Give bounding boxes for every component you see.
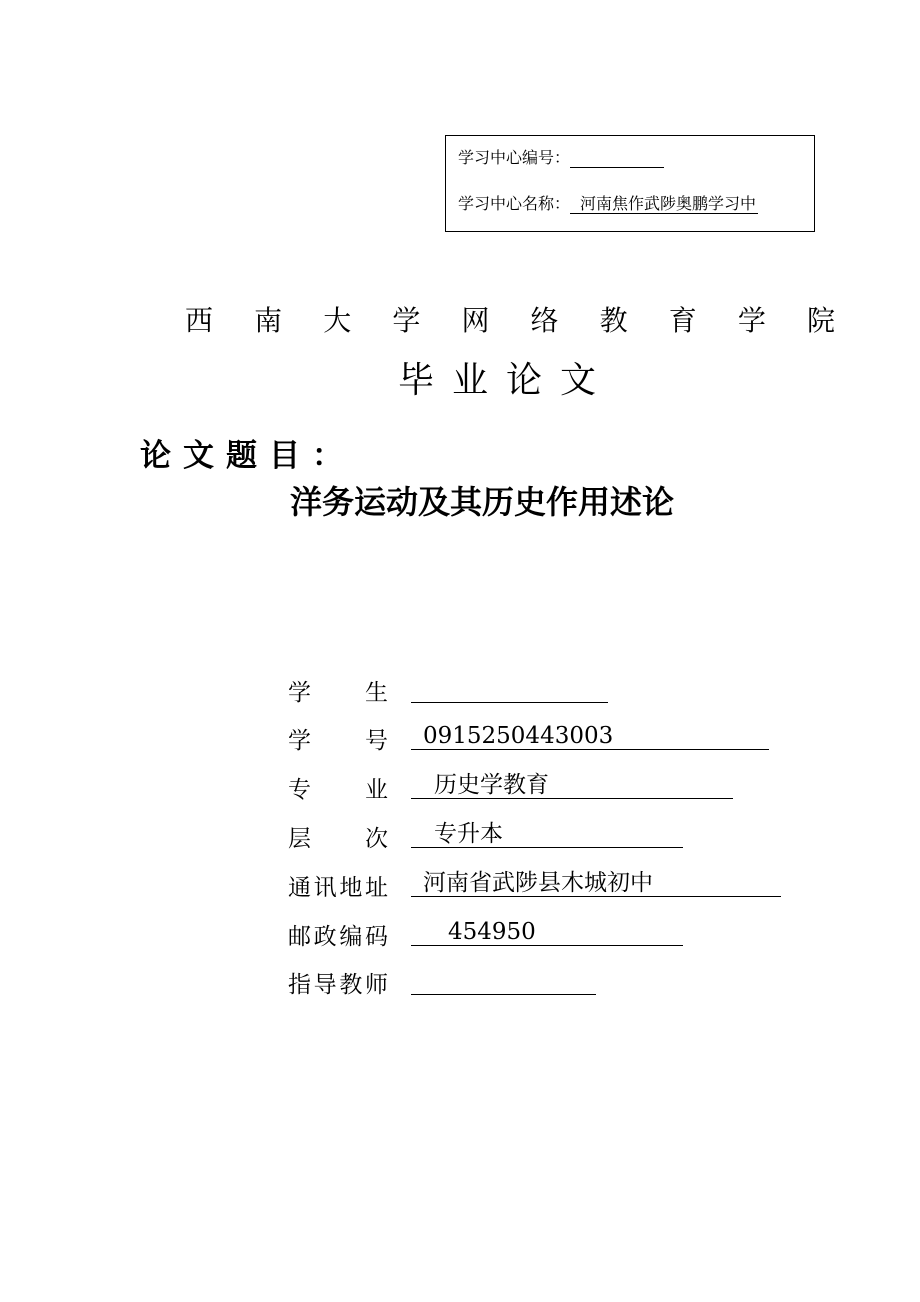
thesis-title: 洋务运动及其历史作用述论 bbox=[290, 483, 675, 521]
info-label-advisor bbox=[288, 966, 388, 999]
label-char: 师 bbox=[364, 972, 388, 998]
label-char: 教 bbox=[339, 972, 363, 998]
info-value-postal-code: 454950 bbox=[411, 918, 683, 946]
institution-char: 西 bbox=[185, 304, 214, 337]
learning-center-box bbox=[445, 135, 815, 232]
info-label-level bbox=[288, 820, 388, 853]
info-value-advisor bbox=[411, 966, 596, 995]
institution-char: 教 bbox=[599, 304, 628, 337]
label-char: 址 bbox=[364, 875, 388, 901]
institution-char: 院 bbox=[806, 304, 835, 337]
institution-name bbox=[185, 303, 835, 339]
label-char: 号 bbox=[365, 728, 388, 754]
label-char: 学 bbox=[288, 728, 311, 754]
info-value-address: 河南省武陟县木城初中 bbox=[411, 869, 781, 897]
learning-center-number-label: 学习中心编号： bbox=[458, 148, 571, 167]
thesis-title-label: 论文题目： bbox=[140, 438, 355, 474]
label-char: 次 bbox=[365, 826, 388, 852]
institution-char: 学 bbox=[737, 304, 766, 337]
info-value-student bbox=[411, 674, 608, 703]
info-label-address bbox=[288, 869, 388, 902]
learning-center-name-value: 河南焦作武陟奥鹏学习中 bbox=[570, 195, 758, 214]
info-value-major: 历史学教育 bbox=[411, 771, 733, 799]
institution-char: 学 bbox=[392, 304, 421, 337]
label-char: 讯 bbox=[313, 875, 337, 901]
institution-char: 南 bbox=[254, 304, 283, 337]
document-type-heading: 毕业论文 bbox=[398, 360, 615, 401]
institution-char: 大 bbox=[323, 304, 352, 337]
label-char: 政 bbox=[313, 924, 337, 950]
institution-char: 网 bbox=[461, 304, 490, 337]
label-char: 层 bbox=[288, 826, 311, 852]
label-char: 指 bbox=[288, 972, 311, 998]
info-label-major bbox=[288, 771, 388, 804]
label-char: 编 bbox=[339, 924, 363, 950]
label-char: 学 bbox=[288, 680, 311, 706]
info-label-student bbox=[288, 674, 388, 707]
learning-center-number-value bbox=[570, 150, 664, 168]
label-char: 生 bbox=[365, 680, 388, 706]
learning-center-name-row bbox=[458, 191, 758, 214]
label-char: 专 bbox=[288, 777, 311, 803]
label-char: 邮 bbox=[288, 924, 311, 950]
institution-char: 络 bbox=[530, 304, 559, 337]
info-value-student-id: 0915250443003 bbox=[411, 722, 769, 750]
label-char: 地 bbox=[339, 875, 363, 901]
label-char: 码 bbox=[364, 924, 388, 950]
institution-char: 育 bbox=[668, 304, 697, 337]
learning-center-name-label: 学习中心名称： bbox=[458, 194, 571, 213]
label-char: 导 bbox=[313, 972, 337, 998]
label-char: 业 bbox=[365, 777, 388, 803]
label-char: 通 bbox=[288, 875, 311, 901]
learning-center-number-row bbox=[458, 145, 664, 168]
info-label-student-id bbox=[288, 722, 388, 755]
info-label-postal-code bbox=[288, 918, 388, 951]
info-value-level: 专升本 bbox=[411, 820, 683, 848]
